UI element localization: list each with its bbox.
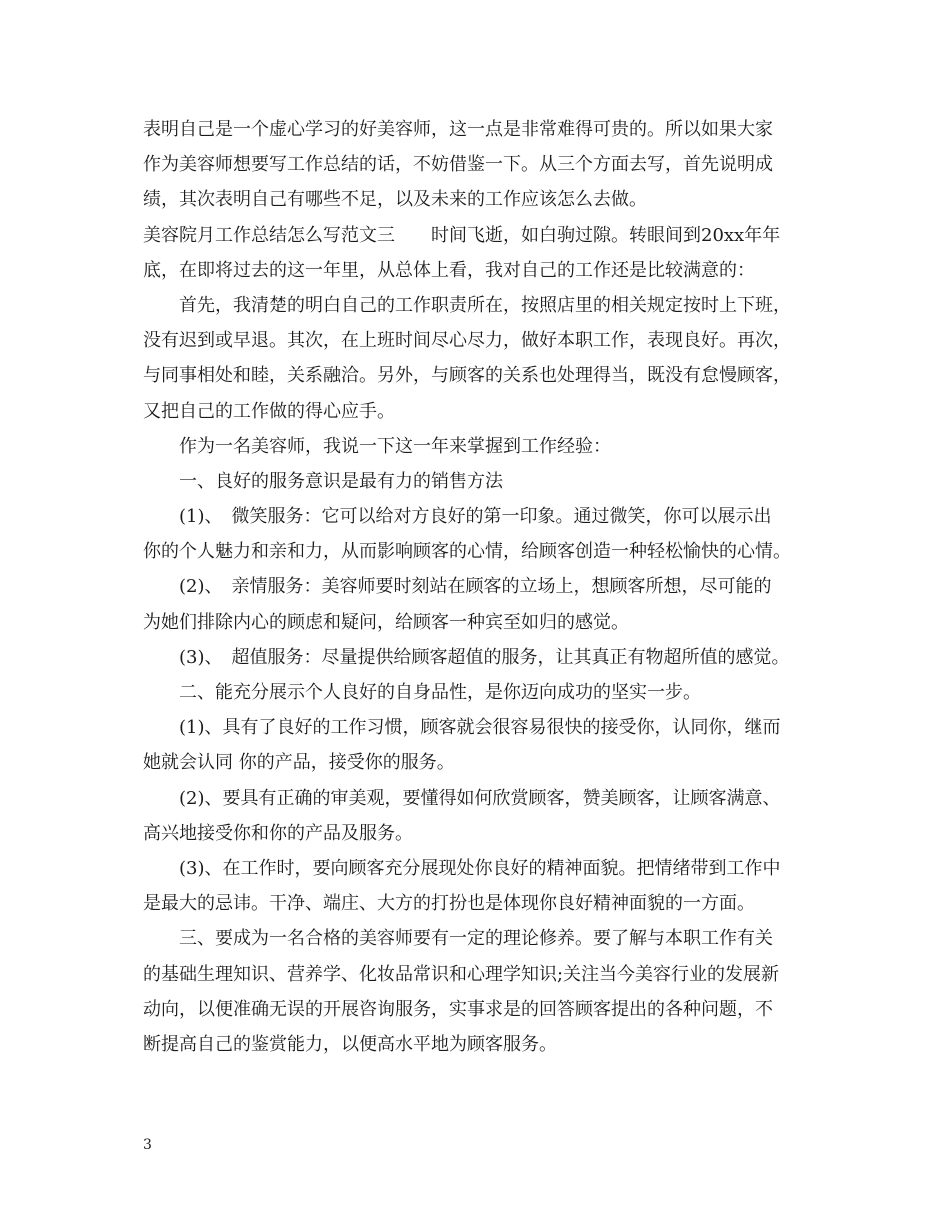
text-line: (1)、 微笑服务：它可以给对方良好的第一印象。通过微笑，你可以展示出 — [179, 506, 772, 528]
text-line: 美容院月工作总结怎么写范文三 时间飞逝，如白驹过隙。转眼间到20xx年年 — [143, 224, 781, 246]
text-line: 一、良好的服务意识是最有力的销售方法 — [179, 470, 503, 492]
text-line: 动向，以便准确无误的开展咨询服务，实事求是的回答顾客提出的各种问题，不 — [143, 998, 773, 1020]
text-line: 断提高自己的鉴赏能力，以便高水平地为顾客服务。 — [143, 1033, 557, 1055]
text-line: 又把自己的工作做的得心应手。 — [143, 400, 395, 422]
text-line: 高兴地接受你和你的产品及服务。 — [143, 822, 413, 844]
text-line: 为她们排除内心的顾虑和疑问，给顾客一种宾至如归的感觉。 — [143, 611, 629, 633]
text-line: (2)、 亲情服务：美容师要时刻站在顾客的立场上，想顾客所想，尽可能的 — [179, 576, 772, 598]
text-line: (3)、在工作时，要向顾客充分展现处你良好的精神面貌。把情绪带到工作中 — [179, 857, 781, 879]
text-line: 表明自己是一个虚心学习的好美容师，这一点是非常难得可贵的。所以如果大家 — [143, 119, 773, 140]
text-line: 你的个人魅力和亲和力，从而影响顾客的心情，给顾客创造一种轻松愉快的心情。 — [143, 541, 791, 563]
text-line: 没有迟到或早退。其次，在上班时间尽心尽力，做好本职工作，表现良好。再次， — [143, 330, 791, 352]
text-line: 三、要成为一名合格的美容师要有一定的理论修养。要了解与本职工作有关 — [179, 928, 773, 950]
document-body — [143, 112, 811, 1062]
text-line: 首先，我清楚的明白自己的工作职责所在，按照店里的相关规定按时上下班， — [179, 294, 791, 316]
text-line: 绩，其次表明自己有哪些不足，以及未来的工作应该怎么去做。 — [143, 189, 647, 211]
text-line: 是最大的忌讳。干净、端庄、大方的打扮也是体现你良好精神面貌的一方面。 — [143, 893, 755, 915]
text-line: 的基础生理知识、营养学、化妆品常识和心理学知识;关注当今美容行业的发展新 — [143, 963, 780, 985]
text-line: 作为一名美容师，我说一下这一年来掌握到工作经验： — [179, 435, 611, 457]
text-line: 底，在即将过去的这一年里，从总体上看，我对自己的工作还是比较满意的： — [143, 259, 755, 281]
text-line: 作为美容师想要写工作总结的话，不妨借鉴一下。从三个方面去写，首先说明成 — [143, 154, 773, 176]
text-line: (1)、具有了良好的工作习惯，顾客就会很容易很快的接受你，认同你，继而 — [179, 717, 781, 739]
text-line: 与同事相处和睦，关系融洽。另外，与顾客的关系也处理得当，既没有怠慢顾客， — [143, 365, 791, 387]
text-line: (2)、要具有正确的审美观，要懂得如何欣赏顾客，赞美顾客，让顾客满意、 — [179, 787, 781, 809]
text-line: (3)、 超值服务：尽量提供给顾客超值的服务，让其真正有物超所值的感觉。 — [179, 646, 790, 668]
page-number: 3 — [143, 1137, 152, 1153]
text-line: 二、能充分展示个人良好的自身品性，是你迈向成功的坚实一步。 — [179, 682, 701, 703]
text-line: 她就会认同 你的产品，接受你的服务。 — [143, 752, 455, 774]
